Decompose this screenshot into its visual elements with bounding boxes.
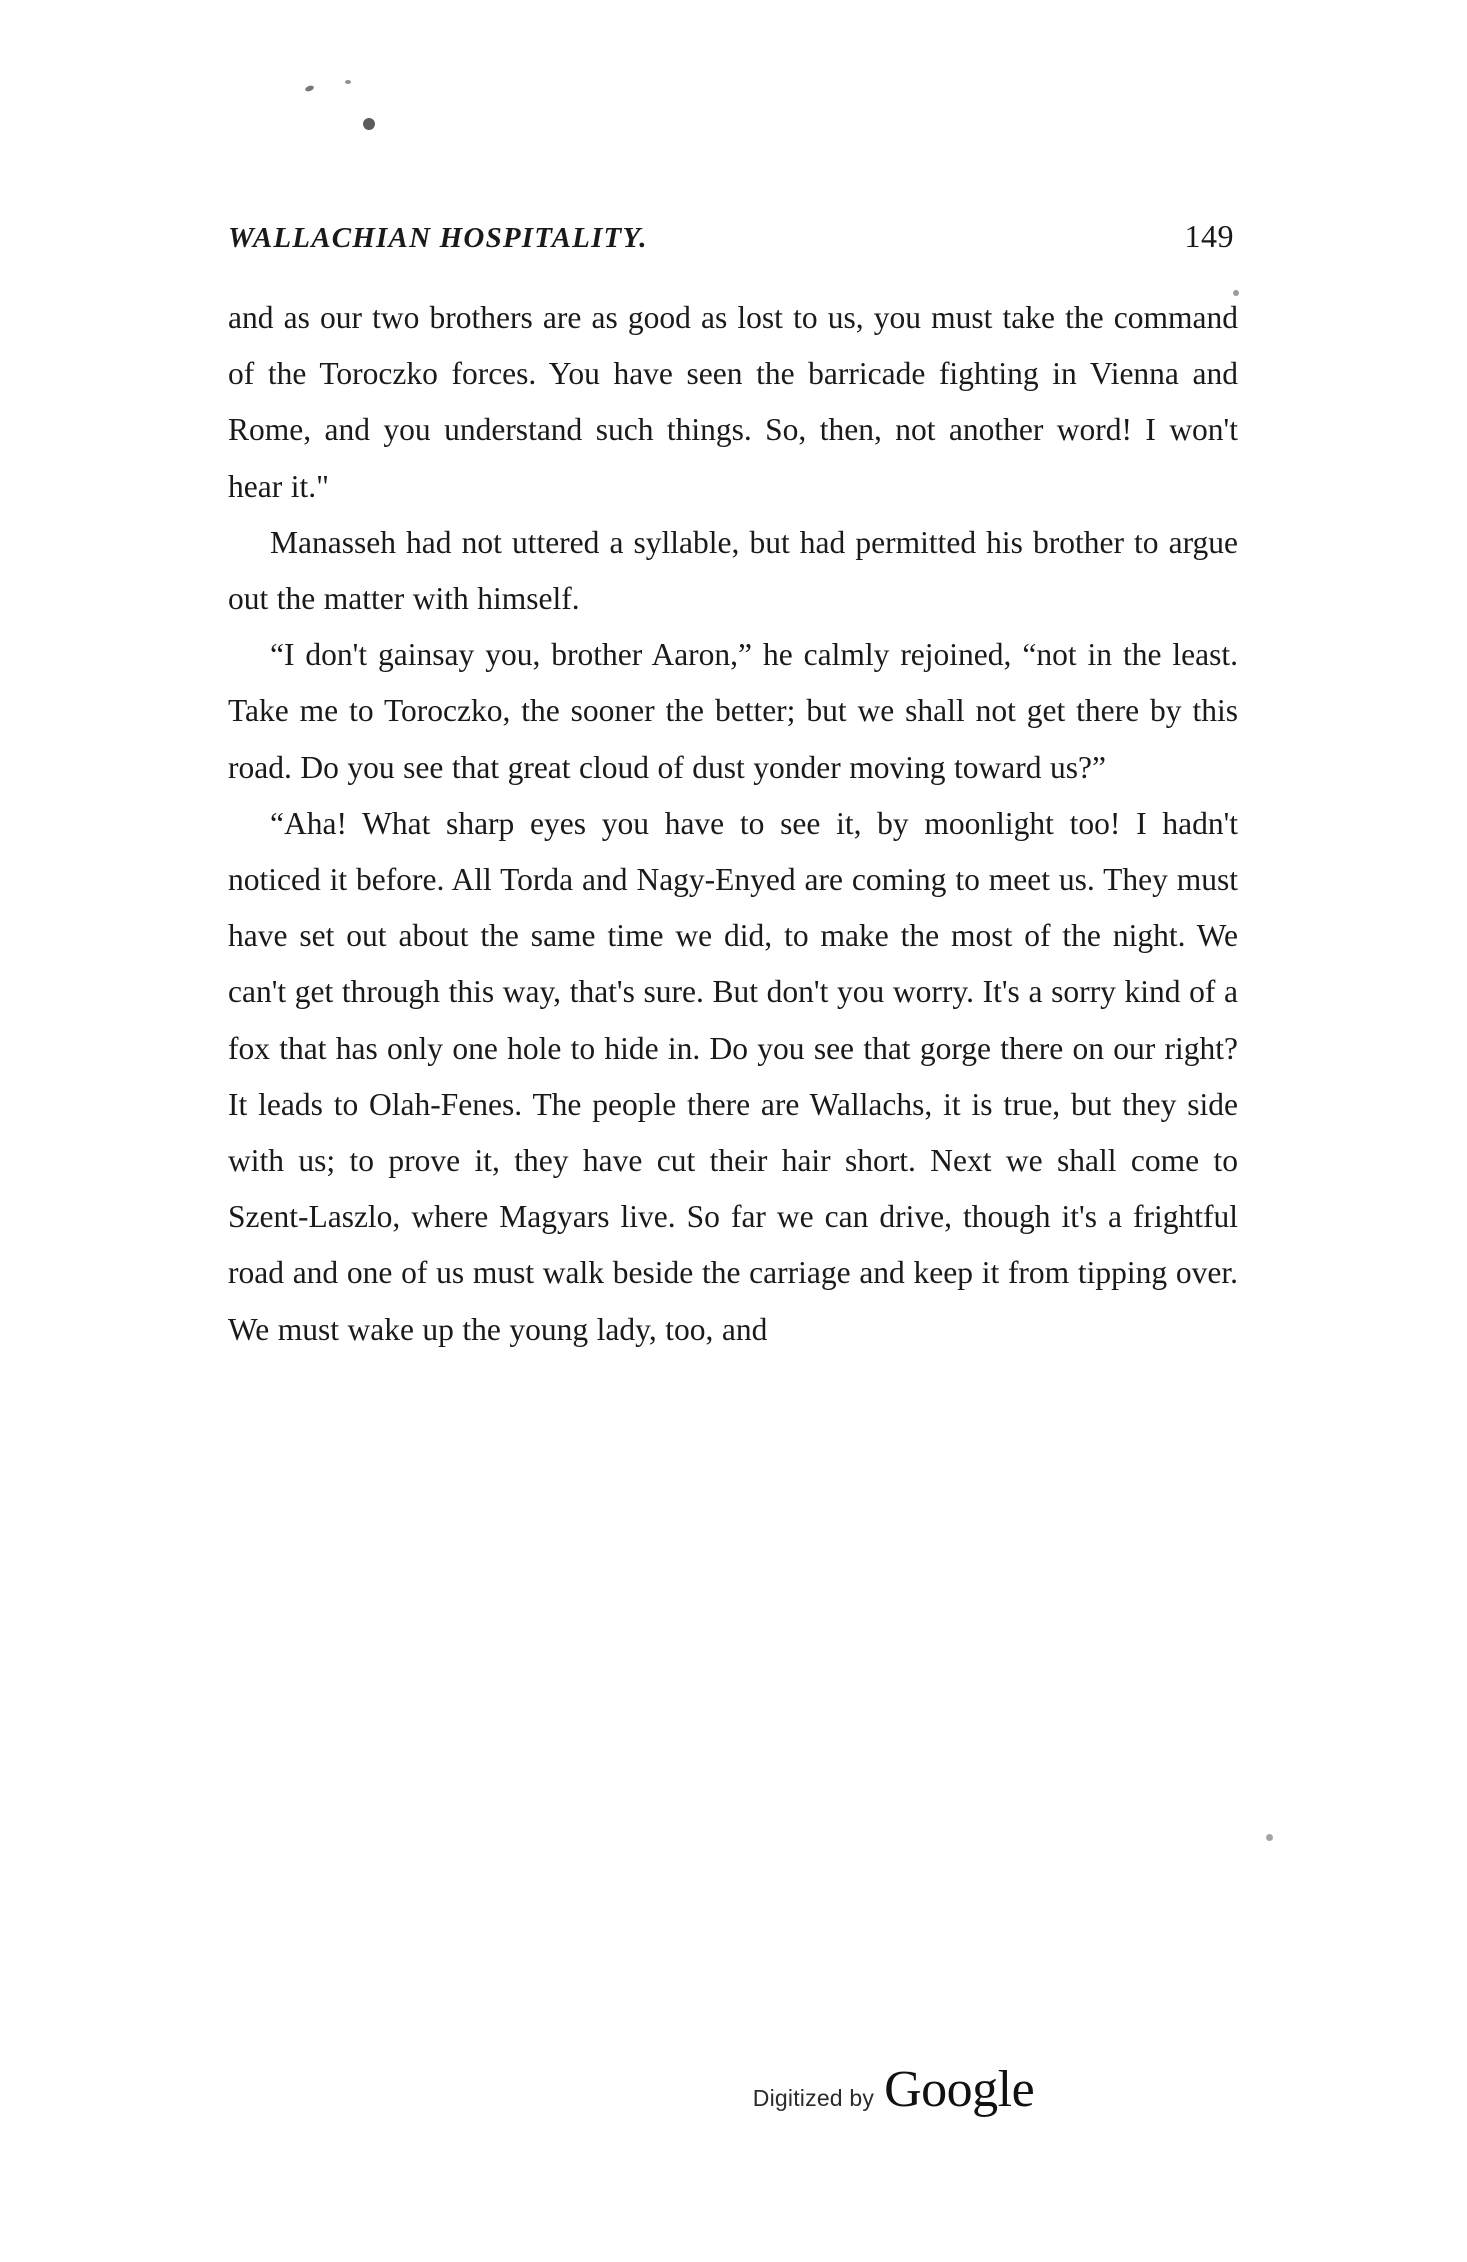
scan-speck-icon	[363, 118, 375, 130]
digitization-watermark	[753, 2060, 1034, 2119]
scan-speck-icon	[304, 85, 314, 93]
page-number: 149	[1184, 218, 1234, 254]
page-footer	[0, 2060, 1467, 2119]
scan-speck-icon	[345, 80, 351, 84]
running-title: WALLACHIAN HOSPITALITY.	[228, 222, 648, 254]
paragraph: Manasseh had not uttered a syllable, but had permitted his brother to argue out the matter with himself.	[228, 524, 1238, 617]
page-body	[228, 290, 1238, 1358]
page-header	[228, 218, 1238, 255]
digitized-by-label: Digitized by	[752, 2085, 875, 2111]
paragraph: “Aha! What sharp eyes you have to see it, by moonlight too! I hadn't noticed it before. All Torda and Nagy-Enyed are coming to meet us. They must have set out about the same time we did, to make the most of the night. We can't get through this way, that's sure. But don't you worry. It's a sorry kind of a fox that has only one hole to hide in. Do you see that gorge there on our right? It leads to Olah-Fenes. The people there are Wallachs, it is true, but they side with us; to prove it, they have cut their hair short. Next we shall come to Szent-Laszlo, where Magyars live. So far we can drive, though it's a frightful road and one of us must walk beside the carriage and keep it from tipping over. We must wake up the young lady, too, and	[228, 805, 1238, 1347]
paragraph: and as our two brothers are as good as lost to us, you must take the command of the Toroczko forces. You have seen the barricade fighting in Vienna and Rome, and you understand such things. So, then, not another word! I won't hear it."	[228, 300, 1238, 504]
google-wordmark: Google	[884, 2061, 1035, 2118]
paragraph: “I don't gainsay you, brother Aaron,” he calmly rejoined, “not in the least. Take me to Toroczko, the sooner the better; but we shall not get there by this road. Do you see that great cloud of dust yonder moving toward us?”	[228, 637, 1238, 785]
scan-speck-icon	[1266, 1834, 1273, 1841]
